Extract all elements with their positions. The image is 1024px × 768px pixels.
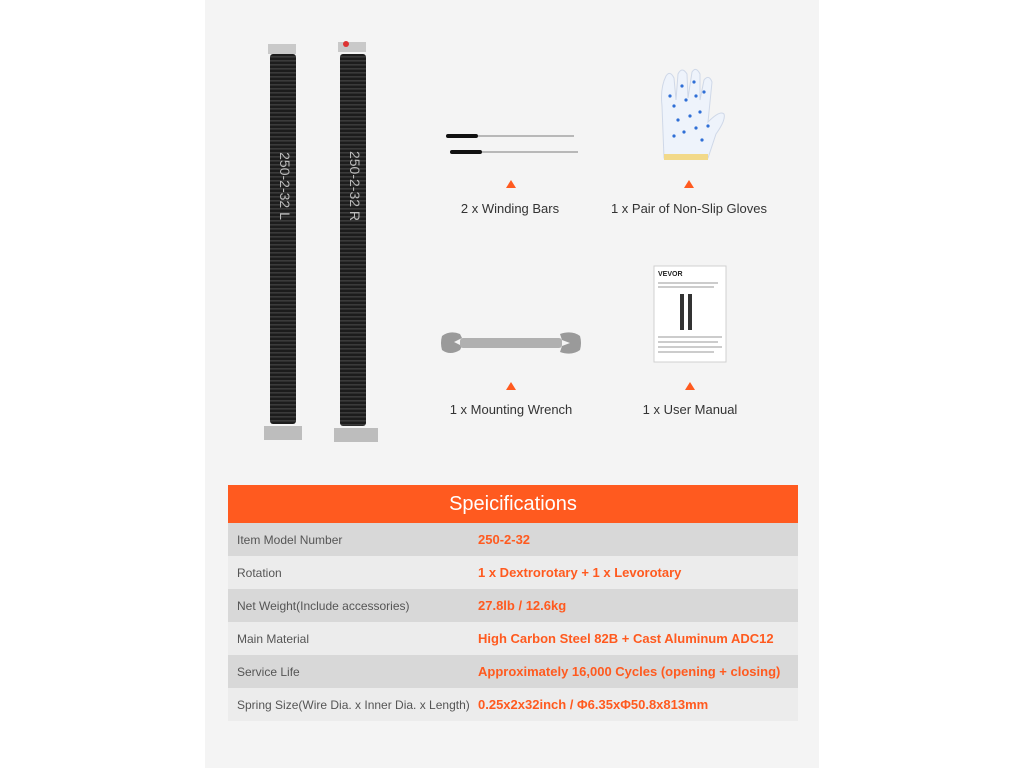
spec-row <box>228 589 798 622</box>
spec-rows <box>228 523 798 721</box>
spec-value: 0.25x2x32inch / Φ6.35xΦ50.8x813mm <box>478 697 709 712</box>
spec-row <box>228 622 798 655</box>
spec-row <box>228 688 798 721</box>
spec-value: 1 x Dextrorotary + 1 x Levorotary <box>478 565 682 580</box>
pointer-arrow <box>506 382 516 390</box>
spec-key: Service Life <box>237 664 300 679</box>
spec-row <box>228 655 798 688</box>
accessory-label: 1 x Mounting Wrench <box>449 402 573 417</box>
wrench-icon <box>440 328 582 358</box>
left-spring-text: 250-2-32 L <box>277 152 293 220</box>
spec-key: Item Model Number <box>237 532 343 547</box>
spec-value: High Carbon Steel 82B + Cast Aluminum ADC12 <box>478 631 774 646</box>
spec-key: Main Material <box>237 631 310 646</box>
accessory-wrench <box>440 328 582 420</box>
accessory-manual <box>610 264 770 420</box>
pointer-arrow <box>684 180 694 188</box>
spec-key: Net Weight(Include accessories) <box>237 598 410 613</box>
accessory-winding-bars <box>440 128 580 218</box>
spec-key: Rotation <box>237 565 282 580</box>
spec-value: 27.8lb / 12.6kg <box>478 598 567 613</box>
spec-value: Approximately 16,000 Cycles (opening + closing) <box>478 664 781 679</box>
accessory-label: 1 x Pair of Non-Slip Gloves <box>610 201 768 216</box>
manual-icon <box>610 264 770 364</box>
pointer-arrow <box>685 382 695 390</box>
right-spring-text: 250-2-32 R <box>347 150 363 222</box>
pointer-arrow <box>506 180 516 188</box>
gloves-icon <box>604 66 774 168</box>
specifications-title: Speicifications <box>228 485 798 523</box>
spec-key: Spring Size(Wire Dia. x Inner Dia. x Length) <box>237 697 470 712</box>
accessory-gloves <box>604 66 774 220</box>
torsion-springs-image <box>258 36 388 448</box>
accessory-label: 1 x User Manual <box>642 402 738 417</box>
spec-value: 250-2-32 <box>478 532 531 547</box>
specifications-table <box>228 485 798 721</box>
accessory-label: 2 x Winding Bars <box>460 201 560 216</box>
spec-row <box>228 556 798 589</box>
manual-brand: VEVOR <box>658 271 683 278</box>
spec-row <box>228 523 798 556</box>
winding-bars-icon <box>440 128 580 158</box>
